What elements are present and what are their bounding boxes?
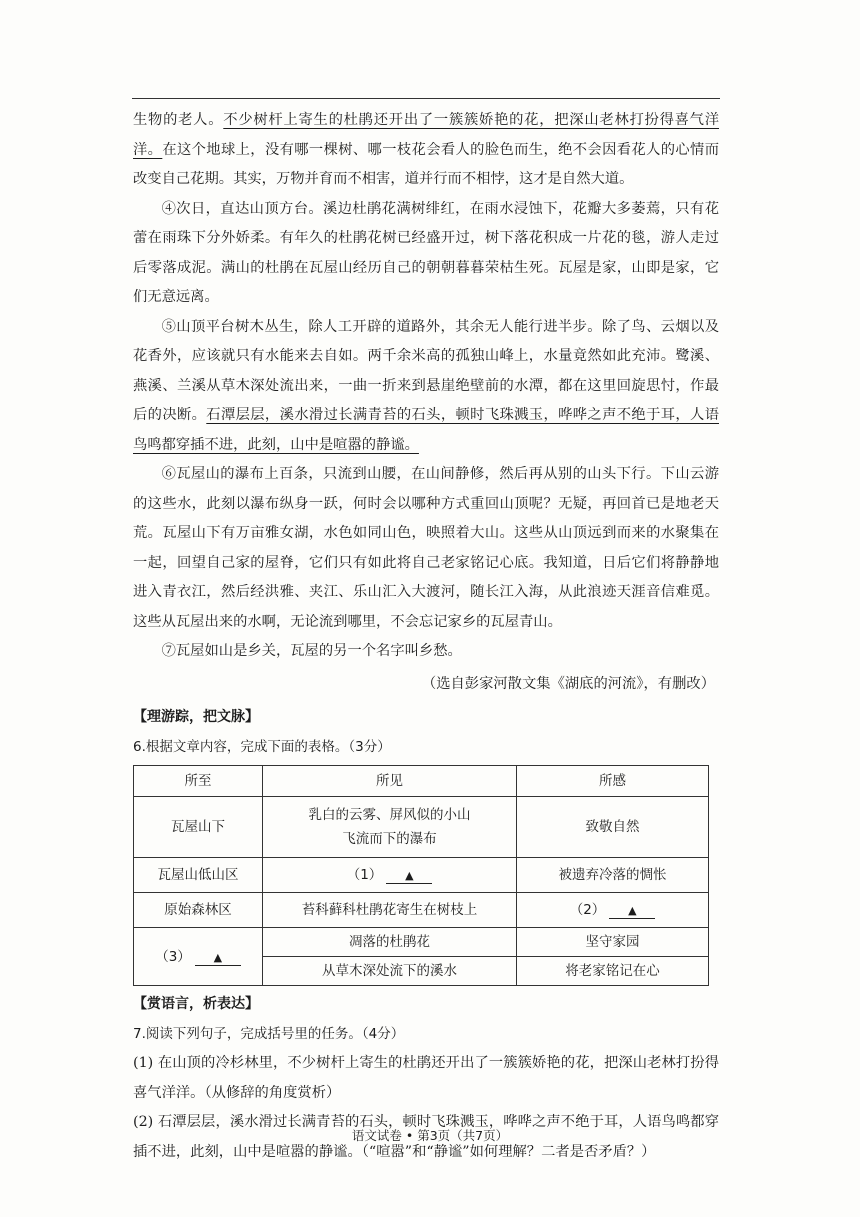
header-place: 所至: [134, 766, 263, 797]
cell-place: 瓦屋山低山区: [134, 858, 263, 893]
answer-blank-2[interactable]: [609, 903, 655, 919]
cell-seen: 凋落的杜鹃花: [263, 928, 517, 957]
paragraph-3-end: [133, 106, 719, 195]
underlined-sentence-2: 石潭层层，溪水滑过长满青苔的石头，顿时飞珠溅玉，哗哗之声不绝于耳，人语鸟鸣都穿插不进，此刻，山中是喧嚣的静谧。: [133, 407, 719, 453]
paragraph-5: [133, 313, 719, 461]
header-felt: 所感: [517, 766, 709, 797]
question-7-1: (1) 在山顶的冷杉林里，不少树杆上寄生的杜鹃还开出了一簇簇娇艳的花，把深山老林打扮得喜气洋洋。（从修辞的角度赏析）: [133, 1055, 719, 1101]
page-footer: 语文试卷 • 第3页（共7页）: [351, 1128, 509, 1143]
blank-label: （2）: [569, 902, 606, 918]
exam-content: [133, 106, 719, 1167]
triangle-icon: ▲: [628, 904, 637, 917]
table-row: [134, 797, 709, 858]
question-6: 6.根据文章内容，完成下面的表格。（3分）: [133, 738, 391, 755]
paragraph-7: ⑦瓦屋如山是乡关，瓦屋的另一个名字叫乡愁。: [161, 643, 462, 659]
cell-place-blank[interactable]: [134, 928, 263, 986]
triangle-icon: ▲: [405, 869, 414, 882]
cell-felt: 将老家铭记在心: [517, 957, 709, 986]
cell-seen: 从草木深处流下的溪水: [263, 957, 517, 986]
cell-felt: 被遗弃冷落的惆怅: [517, 858, 709, 893]
cell-seen-line: 飞流而下的瀑布: [342, 831, 437, 847]
cell-seen-line: 乳白的云雾、屏风似的小山: [308, 807, 471, 823]
blank-label: （3）: [155, 948, 191, 965]
paragraph-4: ④次日，直达山顶方台。溪边杜鹃花满树绯红，在雨水浸蚀下，花瓣大多萎蔫，只有花蕾在雨珠下分外娇柔。有年久的杜鹃花树已经盛开过，树下落花积成一片花的毯，游人走过后零落成泥。满山的杜鹃在瓦屋山经历自己的朝朝暮暮荣枯生死。瓦屋是家，山即是家，它们无意远离。: [133, 200, 719, 305]
answer-blank-3[interactable]: [195, 950, 241, 966]
cell-felt-blank[interactable]: [517, 893, 709, 928]
table-row: [134, 858, 709, 893]
blank-label: （1）: [346, 867, 383, 883]
triangle-icon: ▲: [213, 950, 223, 964]
cell-seen: 苔科藓科杜鹃花寄生在树枝上: [263, 893, 517, 928]
cell-felt: 坚守家园: [517, 928, 709, 957]
answer-blank-1[interactable]: [386, 868, 432, 884]
text: 生物的老人。: [133, 112, 224, 128]
source-citation: （选自彭家河散文集《湖底的河流》，有删改）: [421, 675, 715, 692]
table-row: [134, 928, 709, 957]
question-7: 7.阅读下列句子，完成括号里的任务。（4分）: [133, 1025, 405, 1042]
cell-seen: [263, 797, 517, 858]
header-seen: 所见: [263, 766, 517, 797]
paragraph-6: ⑥瓦屋山的瀑布上百条，只流到山腰，在山间静修，然后再从别的山头下行。下山云游的这些水，此刻以瀑布纵身一跃，何时会以哪种方式重回山顶呢？无疑，再回首已是地老天荒。瓦屋山下有万亩雅女湖，水色如同山色，映照着大山。这些从山顶远到而来的水聚集在一起，回望自己家的屋脊，它们只有如此将自己老家铭记心底。我知道，日后它们将静静地进入青衣江，然后经洪雅、夹江、乐山汇入大渡河，随长江入海，从此浪迹天涯音信难觅。这些从瓦屋出来的水啊，无论流到哪里，不会忘记家乡的瓦屋青山。: [133, 466, 719, 630]
table-header-row: [134, 766, 709, 797]
cell-place: 瓦屋山下: [134, 797, 263, 858]
cell-place: 原始森林区: [134, 893, 263, 928]
table-row: [134, 893, 709, 928]
top-rule: [132, 98, 720, 99]
question-7-2: (2) 石潭层层，溪水滑过长满青苔的石头，顿时飞珠溅玉，哗哗之声不绝于耳，人语鸟鸣都穿插不进，此刻，山中是喧嚣的静谧。（“喧嚣”和“静谧”如何理解？二者是否矛盾？）: [133, 1114, 719, 1160]
text: ⑤山顶平台树木丛生，除人工开辟的道路外，其余无人能行进半步。除了鸟、云烟以及花香外，应该就只有水能来去自如。两千余米高的孤独山峰上，水量竟然如此充沛。鹭溪、燕溪、兰溪从草木深处流出来，一曲一折来到悬崖绝壁前的水潭，都在这里回旋思忖，作最后的决断。: [133, 318, 719, 423]
question-6-table: [133, 765, 709, 986]
cell-seen-blank[interactable]: [263, 858, 517, 893]
text: 在这个地球上，没有哪一棵树、哪一枝花会看人的脸色而生，绝不会因看花人的心情而改变自己花期。其实，万物并育而不相害，道并行而不相悖，这才是自然大道。: [133, 141, 720, 187]
cell-felt: 致敬自然: [517, 797, 709, 858]
section-title-2: 【赏语言，析表达】: [133, 996, 259, 1012]
underlined-sentence-1: 不少树杆上寄生的杜鹃还开出了一簇簇娇艳的花，把深山老林打扮得喜气洋洋。: [133, 112, 720, 158]
section-title-1: 【理游踪，把文脉】: [133, 709, 259, 725]
